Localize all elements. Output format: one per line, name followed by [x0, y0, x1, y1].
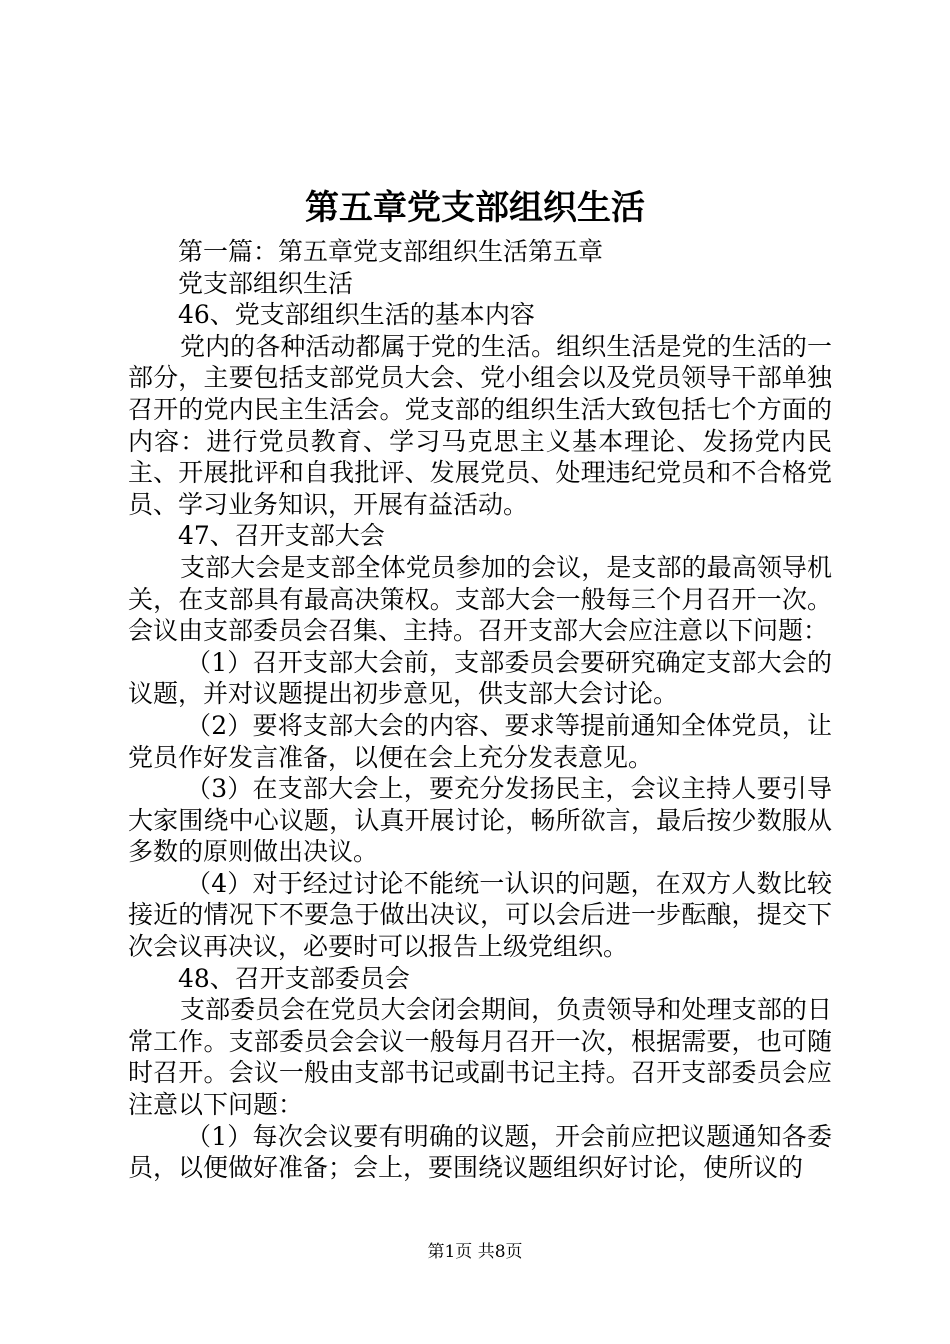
document-title: 第五章党支部组织生活: [305, 188, 645, 228]
section-heading-48: 48、召开支部委员会: [178, 963, 410, 993]
section-heading-46: 46、党支部组织生活的基本内容: [178, 300, 535, 330]
paragraph-heading-first-part: 第一篇：第五章党支部组织生活第五章: [178, 237, 604, 266]
list-item-2: （2）要将支部大会的内容、要求等提前通知全体党员，让党员作好发言准备，以便在会上充分发表意见。: [128, 710, 832, 772]
list-item-1-committee: （1）每次会议要有明确的议题，开会前应把议题通知各委员，以便做好准备；会上，要围绕议题组织好讨论，使所议的: [128, 1121, 832, 1183]
paragraph-heading-continued: 党支部组织生活: [178, 268, 354, 298]
document-body: [128, 236, 832, 1184]
list-item-1: （1）召开支部大会前，支部委员会要研究确定支部大会的议题，并对议题提出初步意见，供支部大会讨论。: [128, 647, 832, 709]
list-item-4: （4）对于经过讨论不能统一认识的问题，在双方人数比较接近的情况下不要急于做出决议，可以会后进一步酝酿，提交下次会议再决议，必要时可以报告上级党组织。: [128, 868, 832, 962]
paragraph-text: 支部委员会在党员大会闭会期间，负责领导和处理支部的日常工作。支部委员会会议一般每月召开一次，根据需要，也可随时召开。会议一般由支部书记或副书记主持。召开支部委员会应注意以下问题：: [128, 995, 832, 1120]
section-heading-47: 47、召开支部大会: [178, 521, 385, 551]
page-footer: 第1页 共8页: [427, 1242, 523, 1262]
paragraph-text: 党内的各种活动都属于党的生活。组织生活是党的生活的一部分，主要包括支部党员大会、党小组会以及党员领导干部单独召开的党内民主生活会。党支部的组织生活大致包括七个方面的内容：进行党员教育、学习马克思主义基本理论、发扬党内民主、开展批评和自我批评、发展党员、处理违纪党员和不合格党员、学习业务知识，开展有益活动。: [128, 331, 832, 519]
paragraph-text: 支部大会是支部全体党员参加的会议，是支部的最高领导机关，在支部具有最高决策权。支部大会一般每三个月召开一次。会议由支部委员会召集、主持。召开支部大会应注意以下问题：: [128, 552, 832, 646]
list-item-3: （3）在支部大会上，要充分发扬民主，会议主持人要引导大家围绕中心议题，认真开展讨论，畅所欲言，最后按少数服从多数的原则做出决议。: [128, 774, 832, 867]
